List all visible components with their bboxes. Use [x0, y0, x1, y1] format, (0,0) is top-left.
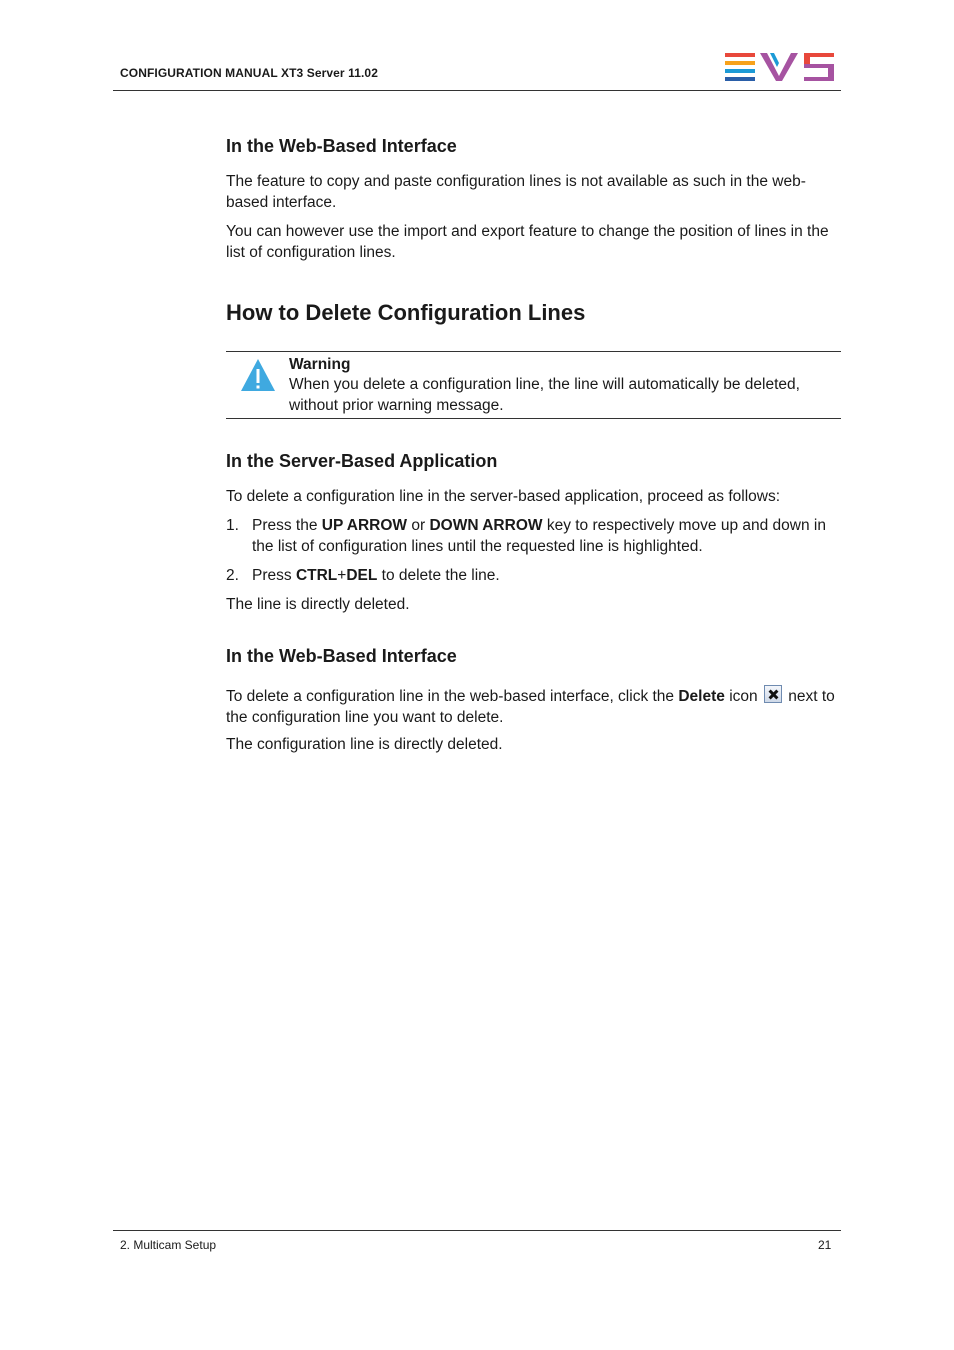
warning-title: Warning — [289, 356, 351, 373]
footer-chapter: 2. Multicam Setup — [120, 1238, 217, 1252]
section-heading-web-interface-delete: In the Web-Based Interface — [226, 646, 457, 666]
paragraph-server-intro: To delete a configuration line in the server-based application, proceed as follows: — [226, 488, 781, 505]
paragraph-server-result: The line is directly deleted. — [226, 596, 410, 613]
key-ctrl: CTRL — [295, 567, 338, 584]
key-down-arrow: DOWN ARROW — [429, 517, 543, 534]
warning-box — [226, 351, 841, 419]
delete-x-icon — [764, 685, 782, 703]
step-text: Press CTRL+DEL to delete the line. — [252, 567, 500, 584]
key-del: DEL — [346, 567, 378, 584]
section-heading-web-interface: In the Web-Based Interface — [226, 136, 457, 156]
step-number: 1. — [226, 517, 239, 534]
key-up-arrow: UP ARROW — [321, 517, 408, 534]
page-number: 21 — [818, 1238, 832, 1252]
section-heading-server-application: In the Server-Based Application — [226, 451, 498, 471]
warning-triangle-icon — [239, 357, 277, 393]
page-content — [226, 0, 841, 1350]
page-title: How to Delete Configuration Lines — [226, 300, 586, 325]
manual-title: CONFIGURATION MANUAL XT3 Server 11.02 — [120, 66, 378, 80]
paragraph-web-result: The configuration line is directly deleted. — [226, 736, 503, 753]
delete-term: Delete — [678, 688, 725, 705]
paragraph-copy-paste: The feature to copy and paste configuration lines is not available as such in the web- based interface. — [226, 173, 806, 211]
paragraph-web-delete: To delete a configuration line in the web-based interface, click the Delete icon next to the configuration line you want to delete. — [226, 685, 838, 728]
warning-text: When you delete a configuration line, the line will automatically be deleted, without prior warning message. — [289, 376, 800, 414]
footer-rule — [113, 1230, 841, 1231]
step-number: 2. — [226, 567, 239, 584]
paragraph-import-export: You can however use the import and export feature to change the position of lines in the list of configuration lines. — [226, 223, 829, 261]
step-text: Press the UP ARROW or DOWN ARROW key to respectively move up and down in the list of configuration lines until the requested line is highlighted. — [252, 517, 826, 555]
